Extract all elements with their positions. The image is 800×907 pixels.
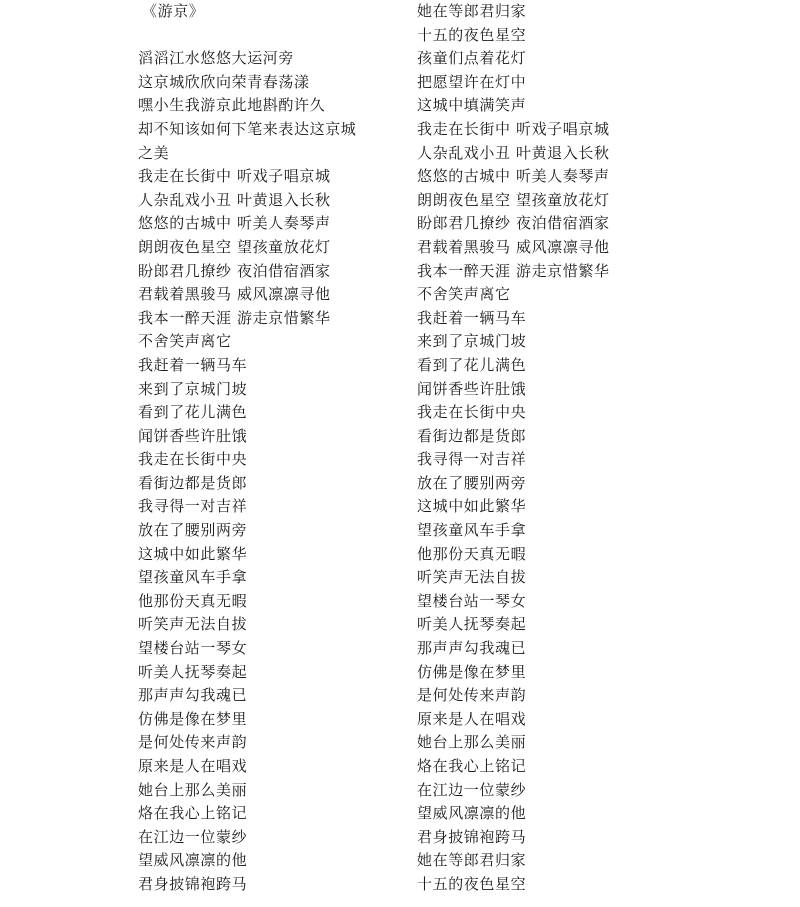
- lyric-line: 我走在长街中央: [417, 403, 527, 422]
- lyric-line: 盼郎君几撩纱 夜泊借宿酒家: [417, 214, 610, 233]
- lyric-line: 孩童们点着花灯: [417, 49, 527, 68]
- lyric-line-continuation: 之美: [138, 143, 170, 162]
- lyric-line: 这城中如此繁华: [417, 497, 527, 516]
- lyric-line: 是何处传来声韵: [417, 686, 527, 705]
- lyric-line: 望孩童风车手拿: [417, 521, 527, 540]
- lyric-line: 在江边一位蒙纱: [417, 780, 527, 799]
- lyric-line: 朗朗夜色星空 望孩童放花灯: [138, 237, 331, 256]
- lyric-line: 看街边都是货郎: [417, 426, 527, 445]
- lyric-line: 我本一醉天涯 游走京惜繁华: [417, 261, 610, 280]
- lyric-line: 人杂乱戏小丑 叶黄退入长秋: [417, 143, 610, 162]
- lyric-line: 悠悠的古城中 听美人奏琴声: [417, 167, 610, 186]
- lyric-line: 看街边都是货郎: [138, 473, 248, 492]
- lyric-line: 悠悠的古城中 听美人奏琴声: [138, 214, 331, 233]
- lyric-line: 她台上那么美丽: [138, 780, 248, 799]
- lyric-line: 望威风凛凛的他: [138, 851, 248, 870]
- lyric-line: 看到了花儿满色: [417, 355, 527, 374]
- lyric-line: 我寻得一对吉祥: [417, 450, 527, 469]
- lyric-line: 人杂乱戏小丑 叶黄退入长秋: [138, 190, 331, 209]
- lyric-line: 那声声勾我魂已: [417, 639, 527, 658]
- lyric-line: 他那份天真无暇: [138, 591, 248, 610]
- lyric-line: 烙在我心上铭记: [138, 804, 248, 823]
- lyric-line: 原来是人在唱戏: [138, 757, 248, 775]
- lyric-line: 闻饼香些许肚饿: [417, 379, 527, 398]
- lyric-line: 看到了花儿满色: [138, 403, 248, 422]
- lyric-line: 烙在我心上铭记: [417, 757, 527, 775]
- blank-line: [138, 24, 388, 48]
- lyric-line: 这京城欣欣向荣青春荡漾: [138, 72, 310, 91]
- lyric-line: 听笑声无法自拔: [138, 615, 248, 634]
- lyric-line: 盼郎君几撩纱 夜泊借宿酒家: [138, 261, 331, 280]
- lyric-line: 她在等郎君归家: [417, 851, 527, 870]
- lyric-line: 望威风凛凛的他: [417, 804, 527, 823]
- lyric-line: 十五的夜色星空: [417, 874, 527, 893]
- lyric-line: 君身披锦袍跨马: [417, 827, 527, 846]
- lyric-line: 我走在长街中 听戏子唱京城: [138, 167, 331, 186]
- lyric-line: 把愿望许在灯中: [417, 72, 527, 91]
- lyric-line: 她在等郎君归家: [417, 2, 527, 20]
- lyric-line: 听美人抚琴奏起: [417, 615, 527, 634]
- lyric-line: 我赶着一辆马车: [417, 308, 527, 327]
- lyric-line: 来到了京城门坡: [417, 332, 527, 351]
- lyric-line: 君身披锦袍跨马: [138, 874, 248, 893]
- lyrics-left-column: [138, 0, 388, 897]
- lyric-line: 不舍笑声离它: [417, 285, 511, 304]
- lyric-line: 朗朗夜色星空 望孩童放花灯: [417, 190, 610, 209]
- lyric-line: 这城中如此繁华: [138, 544, 248, 563]
- lyric-line: 听美人抚琴奏起: [138, 662, 248, 681]
- lyric-line: 我本一醉天涯 游走京惜繁华: [138, 308, 331, 327]
- lyric-line: 闻饼香些许肚饿: [138, 426, 248, 445]
- lyrics-right-column: [417, 0, 657, 897]
- lyric-line: 君载着黑骏马 威风凛凛寻他: [138, 285, 331, 304]
- lyric-line: 他那份天真无暇: [417, 544, 527, 563]
- lyric-line: 望楼台站一琴女: [138, 639, 248, 658]
- lyric-line: 我寻得一对吉祥: [138, 497, 248, 516]
- lyric-line: 仿佛是像在梦里: [138, 709, 248, 728]
- lyric-line: 仿佛是像在梦里: [417, 662, 527, 681]
- lyric-line: 我走在长街中央: [138, 450, 248, 469]
- lyric-line: 我赶着一辆马车: [138, 355, 248, 374]
- lyric-line: 滔滔江水悠悠大运河旁: [138, 49, 295, 68]
- lyric-line: 原来是人在唱戏: [417, 709, 527, 728]
- lyric-line: 我走在长街中 听戏子唱京城: [417, 119, 610, 138]
- lyric-line: 听笑声无法自拔: [417, 568, 527, 587]
- lyric-line: 嘿小生我游京此地斟酌许久: [138, 96, 326, 115]
- lyric-line: 这城中填满笑声: [417, 96, 527, 115]
- lyric-line: 君载着黑骏马 威风凛凛寻他: [417, 237, 610, 256]
- lyric-line: 在江边一位蒙纱: [138, 827, 248, 846]
- lyric-line: 却不知该如何下笔来表达这京城: [138, 119, 357, 138]
- lyric-line: 十五的夜色星空: [417, 25, 527, 44]
- lyric-line: 望楼台站一琴女: [417, 591, 527, 610]
- lyric-line: 她台上那么美丽: [417, 733, 527, 752]
- lyric-line: 不舍笑声离它: [138, 332, 232, 351]
- lyric-line: 放在了腰别两旁: [417, 473, 527, 492]
- lyric-line: 是何处传来声韵: [138, 733, 248, 752]
- lyric-line: 望孩童风车手拿: [138, 568, 248, 587]
- lyric-line: 那声声勾我魂已: [138, 686, 248, 705]
- lyric-line: 放在了腰别两旁: [138, 521, 248, 540]
- lyric-line: 来到了京城门坡: [138, 379, 248, 398]
- song-title: 《游京》: [142, 2, 205, 20]
